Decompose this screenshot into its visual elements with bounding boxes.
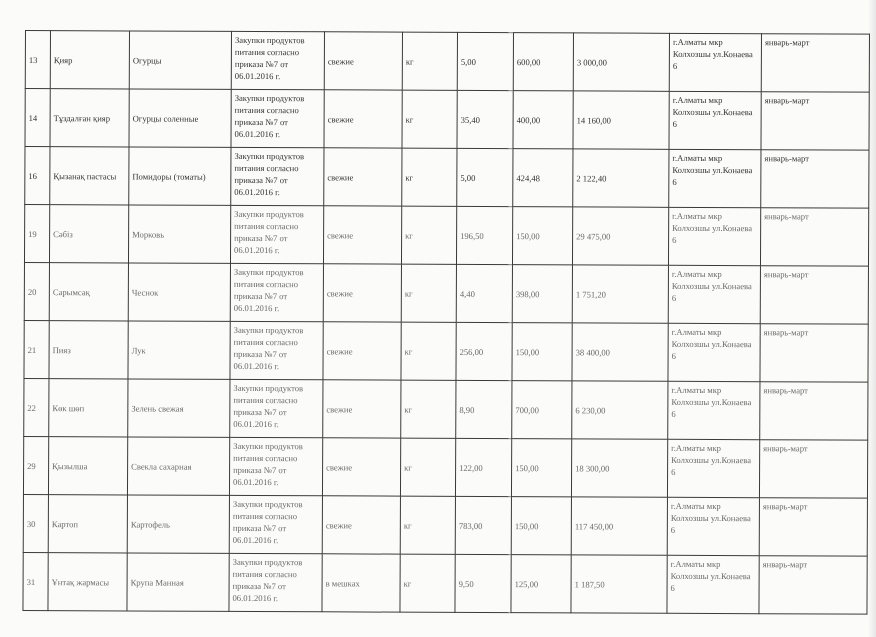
item-condition: свежие — [322, 438, 400, 496]
delivery-period: январь-март — [760, 324, 868, 382]
delivery-period: январь-март — [761, 150, 869, 208]
row-number: 19 — [24, 205, 49, 263]
delivery-period: январь-март — [760, 382, 868, 440]
unit: кг — [400, 554, 455, 612]
unit: кг — [402, 32, 457, 90]
total-sum: 117 450,00 — [571, 497, 667, 555]
table-row — [25, 89, 869, 151]
row-number: 29 — [23, 436, 48, 494]
table-row — [23, 436, 867, 498]
quantity: 783,00 — [455, 496, 511, 554]
procurement-table — [22, 30, 870, 615]
item-name-kz: Қызылша — [48, 437, 127, 495]
delivery-period: январь-март — [759, 498, 867, 556]
procurement-basis: Закупки продуктов питания согласно приказа №7 от 06.01.2016 г. — [230, 379, 323, 437]
delivery-period: январь-март — [761, 34, 869, 92]
item-condition: свежие — [324, 148, 402, 206]
procurement-basis: Закупки продуктов питания согласно приказа №7 от 06.01.2016 г. — [230, 205, 323, 263]
item-condition: свежие — [323, 206, 401, 264]
quantity: 4,40 — [456, 264, 512, 322]
row-number: 30 — [23, 494, 48, 552]
quantity: 9,50 — [455, 554, 511, 612]
unit: кг — [401, 206, 456, 264]
unit-price: 400,00 — [513, 91, 573, 149]
table-row — [25, 31, 869, 93]
item-condition: свежие — [324, 90, 402, 148]
item-name-ru: Крупа Манная — [127, 553, 229, 611]
unit-price: 150,00 — [512, 323, 572, 381]
unit: кг — [402, 148, 457, 206]
item-name-kz: Сарымсақ — [49, 263, 128, 321]
unit-price: 125,00 — [511, 555, 571, 613]
procurement-basis: Закупки продуктов питания согласно приказа №7 от 06.01.2016 г. — [229, 495, 322, 553]
procurement-basis: Закупки продуктов питания согласно приказа №7 от 06.01.2016 г. — [231, 89, 324, 147]
unit: кг — [401, 380, 456, 438]
delivery-address: г.Алматы мкр Колхозшы ул.Конаева 6 — [669, 149, 761, 207]
quantity: 196,50 — [456, 206, 512, 264]
delivery-period: январь-март — [760, 208, 868, 266]
unit-price: 150,00 — [511, 497, 571, 555]
item-name-kz: Қияр — [50, 31, 129, 89]
item-name-kz: Көк шөп — [49, 379, 128, 437]
item-condition: свежие — [323, 322, 401, 380]
item-name-kz: Картоп — [48, 495, 127, 553]
item-name-ru: Чеснок — [128, 263, 230, 321]
table-row — [23, 552, 867, 614]
total-sum: 14 160,00 — [573, 91, 669, 149]
item-condition: свежие — [324, 32, 402, 90]
item-condition: в мешках — [322, 554, 400, 612]
delivery-period: январь-март — [761, 92, 869, 150]
delivery-address: г.Алматы мкр Колхозшы ул.Конаева 6 — [668, 265, 760, 323]
unit-price: 150,00 — [511, 439, 571, 497]
total-sum: 3 000,00 — [573, 33, 669, 91]
row-number: 13 — [25, 31, 50, 89]
quantity: 122,00 — [455, 438, 511, 496]
quantity: 256,00 — [456, 322, 512, 380]
total-sum: 29 475,00 — [572, 207, 668, 265]
quantity: 5,00 — [457, 148, 513, 206]
quantity: 8,90 — [456, 380, 512, 438]
item-name-kz: Қызанақ пастасы — [50, 147, 129, 205]
item-name-ru: Огурцы соленные — [129, 89, 231, 147]
procurement-basis: Закупки продуктов питания согласно приказа №7 от 06.01.2016 г. — [229, 437, 322, 495]
unit: кг — [402, 90, 457, 148]
row-number: 16 — [25, 147, 50, 205]
delivery-address: г.Алматы мкр Колхозшы ул.Конаева 6 — [667, 555, 759, 613]
total-sum: 2 122,40 — [573, 149, 669, 207]
item-name-ru: Огурцы — [129, 31, 231, 89]
delivery-period: январь-март — [759, 440, 867, 498]
delivery-address: г.Алматы мкр Колхозшы ул.Конаева 6 — [668, 207, 760, 265]
delivery-address: г.Алматы мкр Колхозшы ул.Конаева 6 — [667, 497, 759, 555]
item-name-kz: Тұздалған қияр — [50, 89, 129, 147]
item-name-ru: Морковь — [128, 205, 230, 263]
delivery-address: г.Алматы мкр Колхозшы ул.Конаева 6 — [669, 91, 761, 149]
item-condition: свежие — [323, 380, 401, 438]
table-row — [24, 320, 868, 382]
row-number: 20 — [24, 262, 49, 320]
table-row — [23, 494, 867, 556]
unit-price: 150,00 — [512, 207, 572, 265]
delivery-address: г.Алматы мкр Колхозшы ул.Конаева 6 — [669, 33, 761, 91]
unit-price: 600,00 — [513, 33, 573, 91]
procurement-basis: Закупки продуктов питания согласно приказа №7 от 06.01.2016 г. — [231, 147, 324, 205]
item-name-kz: Сәбіз — [49, 205, 128, 263]
item-condition: свежие — [322, 496, 400, 554]
unit: кг — [400, 496, 455, 554]
unit-price: 424,48 — [513, 149, 573, 207]
delivery-period: январь-март — [759, 556, 867, 614]
total-sum: 18 300,00 — [571, 439, 667, 497]
procurement-basis: Закупки продуктов питания согласно приказа №7 от 06.01.2016 г. — [230, 321, 323, 379]
item-name-kz: Ұнтақ жармасы — [48, 553, 127, 611]
procurement-basis: Закупки продуктов питания согласно приказа №7 от 06.01.2016 г. — [229, 553, 322, 611]
quantity: 35,40 — [457, 90, 513, 148]
unit-price: 700,00 — [512, 381, 572, 439]
row-number: 22 — [24, 378, 49, 436]
table-row — [24, 205, 868, 267]
total-sum: 6 230,00 — [572, 381, 668, 439]
item-condition: свежие — [323, 264, 401, 322]
item-name-kz: Пияз — [49, 321, 128, 379]
total-sum: 1 751,20 — [572, 265, 668, 323]
total-sum: 1 187,50 — [571, 555, 667, 613]
row-number: 14 — [25, 89, 50, 147]
item-name-ru: Картофель — [127, 495, 229, 553]
unit-price: 398,00 — [512, 265, 572, 323]
table-row — [24, 262, 868, 324]
row-number: 21 — [24, 320, 49, 378]
quantity: 5,00 — [457, 32, 513, 90]
item-name-ru: Лук — [128, 321, 230, 379]
unit: кг — [400, 438, 455, 496]
delivery-address: г.Алматы мкр Колхозшы ул.Конаева 6 — [668, 323, 760, 381]
row-number: 31 — [23, 552, 48, 610]
item-name-ru: Помидоры (томаты) — [129, 147, 231, 205]
item-name-ru: Свекла сахарная — [127, 437, 229, 495]
item-name-ru: Зелень свежая — [128, 379, 230, 437]
procurement-basis: Закупки продуктов питания согласно приказа №7 от 06.01.2016 г. — [231, 31, 324, 89]
total-sum: 38 400,00 — [572, 323, 668, 381]
delivery-address: г.Алматы мкр Колхозшы ул.Конаева 6 — [667, 439, 759, 497]
table-row — [25, 147, 869, 209]
table-row — [24, 378, 868, 440]
unit: кг — [401, 322, 456, 380]
delivery-period: январь-март — [760, 266, 868, 324]
delivery-address: г.Алматы мкр Колхозшы ул.Конаева 6 — [668, 381, 760, 439]
unit: кг — [401, 264, 456, 322]
procurement-basis: Закупки продуктов питания согласно приказа №7 от 06.01.2016 г. — [230, 263, 323, 321]
